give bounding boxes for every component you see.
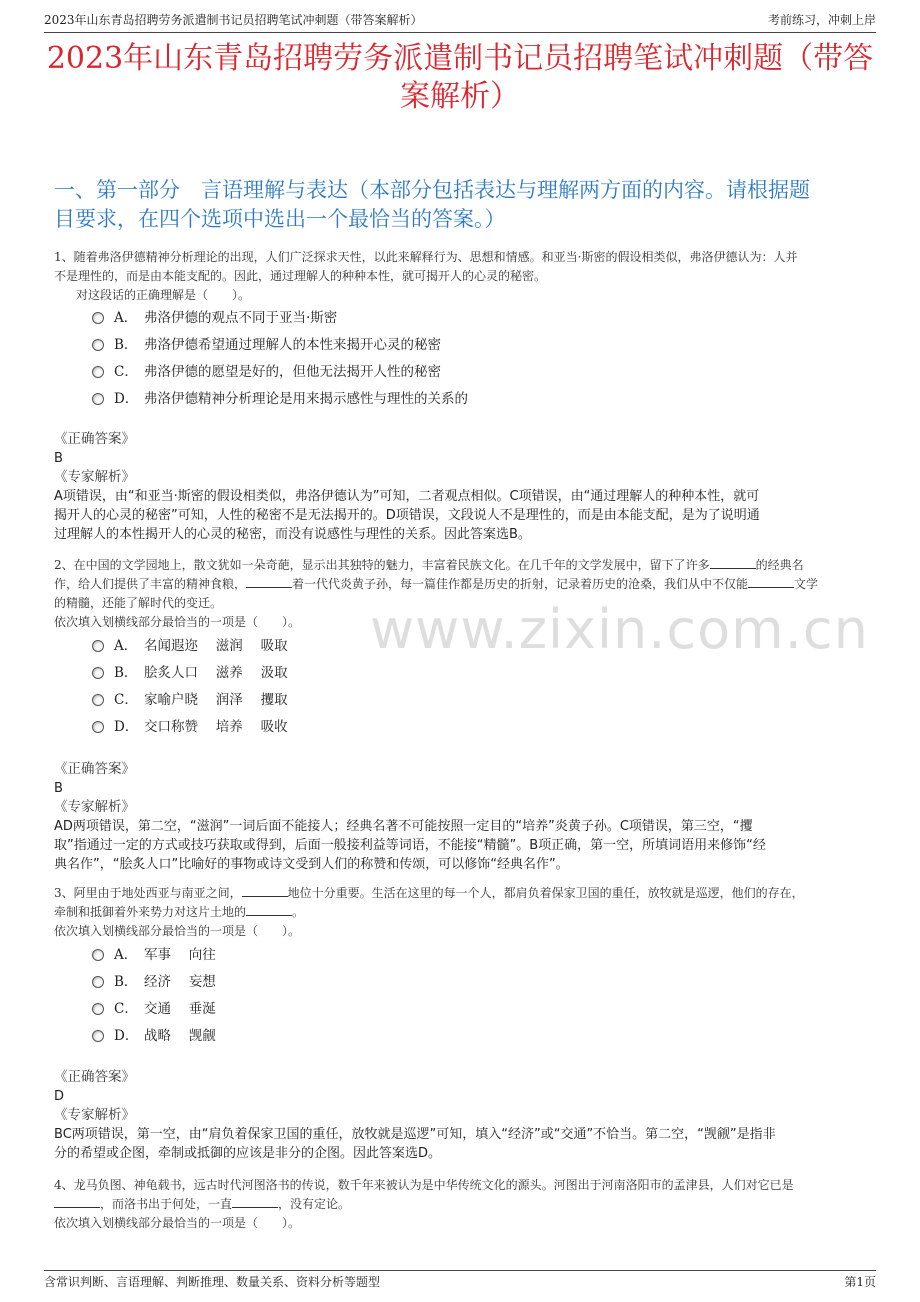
question-4-stem	[54, 1176, 870, 1233]
question-4-prompt: 依次填入划横线部分最恰当的一项是（ ）。	[54, 1216, 301, 1230]
fill-blank	[748, 575, 794, 588]
radio-icon[interactable]	[92, 393, 104, 405]
option-text: 经济 妄想	[144, 974, 216, 990]
question-3-option-b[interactable]	[92, 972, 216, 992]
option-text: 脍炙人口 滋养 汲取	[144, 665, 288, 681]
question-1-option-b[interactable]	[92, 335, 441, 355]
option-letter: B．	[114, 665, 138, 681]
question-1-option-c[interactable]	[92, 362, 441, 382]
option-text: 交口称赞 培养 吸收	[144, 719, 288, 735]
option-letter: A．	[114, 638, 138, 654]
page-footer	[44, 1270, 876, 1293]
question-1-stem-line-2: 不是理性的，而是由本能支配的。因此，通过理解人的种种本性，就可揭开人的心灵的秘密。	[54, 269, 547, 283]
radio-icon[interactable]	[92, 949, 104, 961]
option-letter: C．	[114, 364, 138, 380]
option-letter: D．	[114, 391, 139, 407]
question-2-option-c[interactable]	[92, 690, 288, 710]
radio-icon[interactable]	[92, 667, 104, 679]
answer-heading: 《正确答案》	[54, 761, 135, 777]
option-text: 弗洛伊德精神分析理论是用来揭示感性与理性的关系的	[144, 391, 468, 407]
radio-icon[interactable]	[92, 694, 104, 706]
question-2-stem-line-1: 2、在中国的文学园地上，散文犹如一朵奇葩，显示出其独特的魅力，丰富着民族文化。在几千年的文学发展中，留下了许多 的经典名	[54, 558, 804, 572]
question-3-stem-line-1: 3、阿里由于地处西亚与南亚之间， 地位十分重要。生活在这里的每一个人，都肩负着保家卫国的重任，放牧就是巡逻，他们的存在，	[54, 886, 804, 900]
radio-icon[interactable]	[92, 339, 104, 351]
answer-heading: 《正确答案》	[54, 1069, 135, 1085]
radio-icon[interactable]	[92, 1003, 104, 1015]
question-2-option-d[interactable]	[92, 717, 288, 737]
question-3-answer	[54, 1068, 870, 1163]
radio-icon[interactable]	[92, 312, 104, 324]
option-letter: D．	[114, 1028, 139, 1044]
analysis-heading: 《专家解析》	[54, 799, 135, 815]
analysis-line-1: BC两项错误，第一空，由“肩负着保家卫国的重任，放牧就是巡逻”可知，填入“经济”或“交通”不恰当。第二空，“觊觎”是指非	[54, 1127, 776, 1142]
analysis-line-2: 取”指通过一定的方式或技巧获取或得到，后面一般接利益等词语，不能接“精髓”。B项正确，第一空，所填词语用来修饰“经	[54, 838, 766, 853]
analysis-line-3: 典名作”，“脍炙人口”比喻好的事物或诗文受到人们的称赞和传颂，可以修饰“经典名作”。	[54, 857, 569, 872]
fill-blank	[710, 556, 756, 569]
analysis-heading: 《专家解析》	[54, 1107, 135, 1123]
question-2-option-a[interactable]	[92, 636, 288, 656]
question-3-stem	[54, 884, 870, 941]
page-header	[44, 10, 876, 33]
analysis-line-2: 分的希望或企图，牵制或抵御的应该是非分的企图。因此答案选D。	[54, 1146, 442, 1161]
question-3-prompt: 依次填入划横线部分最恰当的一项是（ ）。	[54, 924, 301, 938]
header-doc-title: 2023年山东青岛招聘劳务派遣制书记员招聘笔试冲刺题（带答案解析）	[44, 13, 423, 27]
question-1-option-a[interactable]	[92, 308, 337, 328]
question-2-stem	[54, 556, 870, 632]
radio-icon[interactable]	[92, 1030, 104, 1042]
question-2-prompt: 依次填入划横线部分最恰当的一项是（ ）。	[54, 615, 301, 629]
answer-value: D	[54, 1089, 65, 1104]
question-1-option-d[interactable]	[92, 389, 468, 409]
analysis-line-1: AD两项错误，第二空，“滋润”一词后面不能接人；经典名著不可能按照一定目的“培养”炎黄子孙。C项错误，第三空，“攫	[54, 819, 753, 834]
question-1-prompt: 对这段话的正确理解是（ ）。	[76, 288, 251, 302]
option-letter: D．	[114, 719, 139, 735]
question-2-option-b[interactable]	[92, 663, 288, 683]
radio-icon[interactable]	[92, 640, 104, 652]
option-text: 交通 垂涎	[144, 1001, 216, 1017]
question-1-stem-line-1: 1、随着弗洛伊德精神分析理论的出现，人们广泛探求天性，以此来解释行为、思想和情感。和亚当·斯密的假设相类似，弗洛伊德认为：人并	[54, 250, 798, 264]
title-line-2: 案解析）	[400, 79, 520, 114]
radio-icon[interactable]	[92, 976, 104, 988]
title-line-1: 2023年山东青岛招聘劳务派遣制书记员招聘笔试冲刺题（带答	[46, 41, 874, 76]
header-slogan: 考前练习，冲刺上岸	[767, 13, 876, 27]
question-4-stem-line-1: 4、龙马负图、神龟载书，远古时代河图洛书的传说，数千年来被认为是中华传统文化的源头。河图出于河南洛阳市的孟津县，人们对它已是	[54, 1178, 794, 1192]
question-2-stem-line-2: 作，给人们提供了丰富的精神食粮， 着一代代炎黄子孙，每一篇佳作都是历史的折射，记录着历史的沧桑，我们从中不仅能 文学	[54, 577, 819, 591]
option-text: 军事 向往	[144, 947, 216, 963]
option-text: 家喻户晓 润泽 攫取	[144, 692, 288, 708]
answer-value: B	[54, 781, 63, 796]
radio-icon[interactable]	[92, 366, 104, 378]
option-letter: A．	[114, 947, 138, 963]
question-2-answer	[54, 760, 870, 874]
question-4-stem-line-2: ，而洛书出于何处，一直 ，没有定论。	[54, 1195, 870, 1214]
footer-topics: 含常识判断、言语理解、判断推理、数量关系、资料分析等题型	[44, 1275, 381, 1289]
question-2-stem-line-3: 的精髓，还能了解时代的变迁。	[54, 596, 223, 610]
section-heading	[54, 176, 870, 234]
option-letter: B．	[114, 337, 138, 353]
question-1-answer	[54, 430, 870, 544]
fill-blank	[54, 1195, 100, 1208]
analysis-line-3: 过理解人的本性揭开人的心灵的秘密，而没有说感性与理性的关系。因此答案选B。	[54, 527, 531, 542]
question-1-stem	[54, 248, 870, 305]
option-letter: A．	[114, 310, 138, 326]
fill-blank	[242, 884, 288, 897]
page-number: 第1页	[844, 1275, 876, 1289]
section-heading-line-1: 一、第一部分 言语理解与表达（本部分包括表达与理解两方面的内容。请根据题	[54, 178, 810, 202]
fill-blank	[246, 903, 292, 916]
fill-blank	[246, 575, 292, 588]
option-letter: B．	[114, 974, 138, 990]
watermark: www.zixin.com.cn	[370, 598, 869, 661]
option-letter: C．	[114, 692, 138, 708]
option-letter: C．	[114, 1001, 138, 1017]
option-text: 弗洛伊德的愿望是好的，但他无法揭开人性的秘密	[144, 364, 441, 380]
option-text: 弗洛伊德希望通过理解人的本性来揭开心灵的秘密	[144, 337, 441, 353]
section-heading-line-2: 目要求，在四个选项中选出一个最恰当的答案。）	[54, 207, 506, 231]
answer-value: B	[54, 451, 63, 466]
option-text: 弗洛伊德的观点不同于亚当·斯密	[144, 310, 338, 326]
option-text: 名闻遐迩 滋润 吸取	[144, 638, 288, 654]
analysis-line-2: 揭开人的心灵的秘密”可知，人性的秘密不是无法揭开的。D项错误，文段说人不是理性的，而是由本能支配，是为了说明通	[54, 508, 760, 523]
answer-heading: 《正确答案》	[54, 431, 135, 447]
document-title	[40, 40, 880, 116]
fill-blank	[232, 1195, 278, 1208]
option-text: 战略 觊觎	[144, 1028, 216, 1044]
analysis-line-1: A项错误，由“和亚当·斯密的假设相类似，弗洛伊德认为”可知，二者观点相似。C项错误，由“通过理解人的种种本性，就可	[54, 489, 760, 504]
analysis-heading: 《专家解析》	[54, 469, 135, 485]
question-3-option-d[interactable]	[92, 1026, 216, 1046]
question-3-option-c[interactable]	[92, 999, 216, 1019]
question-3-stem-line-2: 牵制和抵御着外来势力对这片土地的 。	[54, 905, 305, 919]
question-3-option-a[interactable]	[92, 945, 216, 965]
radio-icon[interactable]	[92, 721, 104, 733]
